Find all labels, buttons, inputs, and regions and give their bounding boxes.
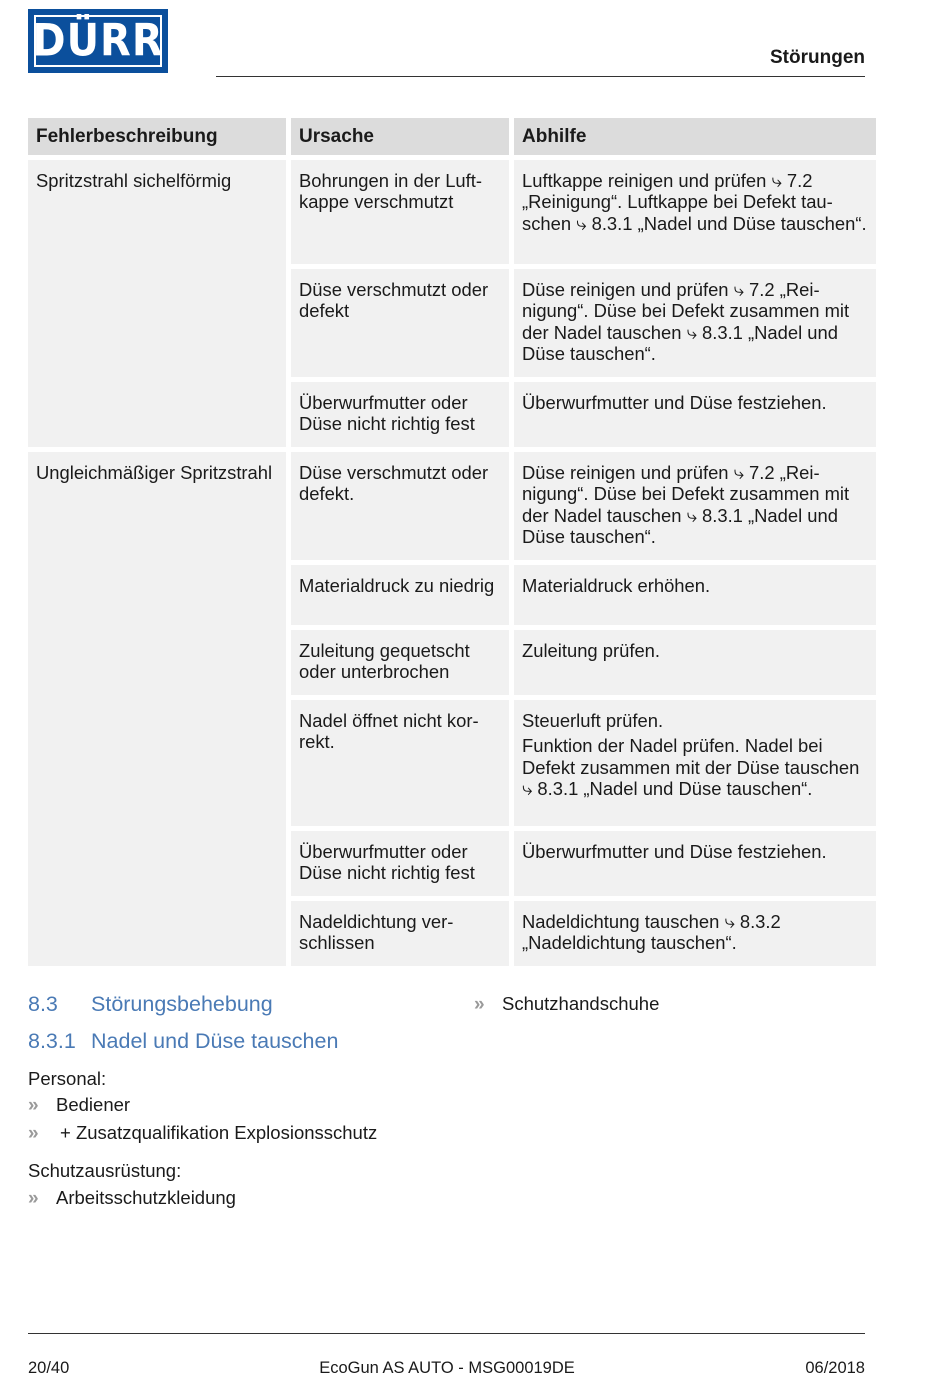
remedy-cell [514,269,876,377]
table-row [28,160,876,264]
bullet-marker-icon: » [474,994,482,1015]
remedy-cell [514,382,876,447]
header-divider [216,76,865,77]
cause-cell: Düse verschmutzt oder defekt. [291,452,509,560]
section-heading-8-3 [28,992,273,1017]
cause-cell: Düse verschmutzt oder defekt [291,269,509,377]
cause-cell: Materialdruck zu niedrig [291,565,509,625]
document-id: EcoGun AS AUTO - MSG00019DE [319,1359,575,1377]
remedy-cell [514,831,876,896]
remedy-text: Überwurfmutter und Düse festziehen. [522,840,827,862]
table-header-row [28,118,876,155]
remedy-cell [514,700,876,826]
remedy-text: Überwurfmutter und Düse festziehen. [522,391,827,413]
bullet-marker-icon: » [28,1123,36,1144]
cause-cell: Überwurfmutter oder Düse nicht richtig fest [291,382,509,447]
remedy-text: Materialdruck erhöhen. [522,574,711,596]
table-row [28,452,876,560]
equipment-item: Schutzhandschuhe [502,993,660,1014]
personnel-label: Personal: [28,1068,107,1089]
remedy-text: Zuleitung prüfen. [522,639,661,661]
list-item [474,993,659,1016]
remedy-text: Funktion der Nadel prüfen. Nadel bei Defekt zusammen mit der Düse tauschen ⤷ 8.3.1 „Nadel und Düse tauschen“. [522,735,860,799]
remedy-cell [514,630,876,695]
personnel-item: Bediener [56,1094,131,1115]
cause-cell: Zuleitung gequetscht oder unterbrochen [291,630,509,695]
list-item [28,1187,236,1210]
cause-cell: Überwurfmutter oder Düse nicht richtig fest [291,831,509,896]
column-header-cause: Ursache [291,118,509,155]
list-item [28,1094,130,1117]
protective-equipment-label: Schutzausrüstung: [28,1160,182,1181]
logo-text: DÜRR [32,15,164,67]
remedy-text: Luftkappe reinigen und prüfen ⤷ 7.2 „Reinigung“. Luftkappe bei Defekt tauschen ⤷ 8.3.1 „Nadel und Düse tauschen“. [522,169,867,234]
chapter-title: Störungen [770,47,865,68]
remedy-text: Düse reinigen und prüfen ⤷ 7.2 „Reinigung“. Düse bei Defekt zusammen mit der Nadel tauschen ⤷ 8.3.1 „Nadel und Düse tauschen“. [522,278,850,364]
bullet-marker-icon: » [28,1188,36,1209]
remedy-cell [514,565,876,625]
fault-cell: Ungleichmäßiger Spritzstrahl [28,452,286,966]
section-heading-8-3-1 [28,1029,338,1054]
page-number: 20/40 [28,1359,70,1377]
footer-divider [28,1333,865,1334]
troubleshooting-table [23,113,881,971]
column-header-fault: Fehlerbeschreibung [28,118,286,155]
fault-cell: Spritzstrahl sichelförmig [28,160,286,447]
remedy-cell [514,160,876,264]
cause-cell: Nadeldichtung verschlissen [291,901,509,966]
section-number: 8.3 [28,992,58,1016]
bullet-marker-icon: » [28,1095,36,1116]
list-item [28,1122,377,1145]
subsection-number: 8.3.1 [28,1029,76,1053]
remedy-cell [514,901,876,966]
column-header-remedy: Abhilfe [514,118,876,155]
remedy-text: Düse reinigen und prüfen ⤷ 7.2 „Reinigung“. Düse bei Defekt zusammen mit der Nadel tauschen ⤷ 8.3.1 „Nadel und Düse tauschen“. [522,461,850,547]
duerr-logo [28,9,168,73]
remedy-text: Steuerluft prüfen. [522,709,664,731]
equipment-item: Arbeitsschutzkleidung [56,1187,236,1208]
cause-cell: Nadel öffnet nicht korrekt. [291,700,509,826]
section-title: Störungsbehebung [91,992,273,1016]
remedy-text: Nadeldichtung tauschen ⤷ 8.3.2 „Nadeldichtung tauschen“. [522,910,781,953]
remedy-cell [514,452,876,560]
document-date: 06/2018 [805,1359,865,1377]
personnel-item: + Zusatzqualifikation Explosionsschutz [60,1122,378,1143]
subsection-title: Nadel und Düse tauschen [91,1029,339,1053]
cause-cell: Bohrungen in der Luftkappe verschmutzt [291,160,509,264]
